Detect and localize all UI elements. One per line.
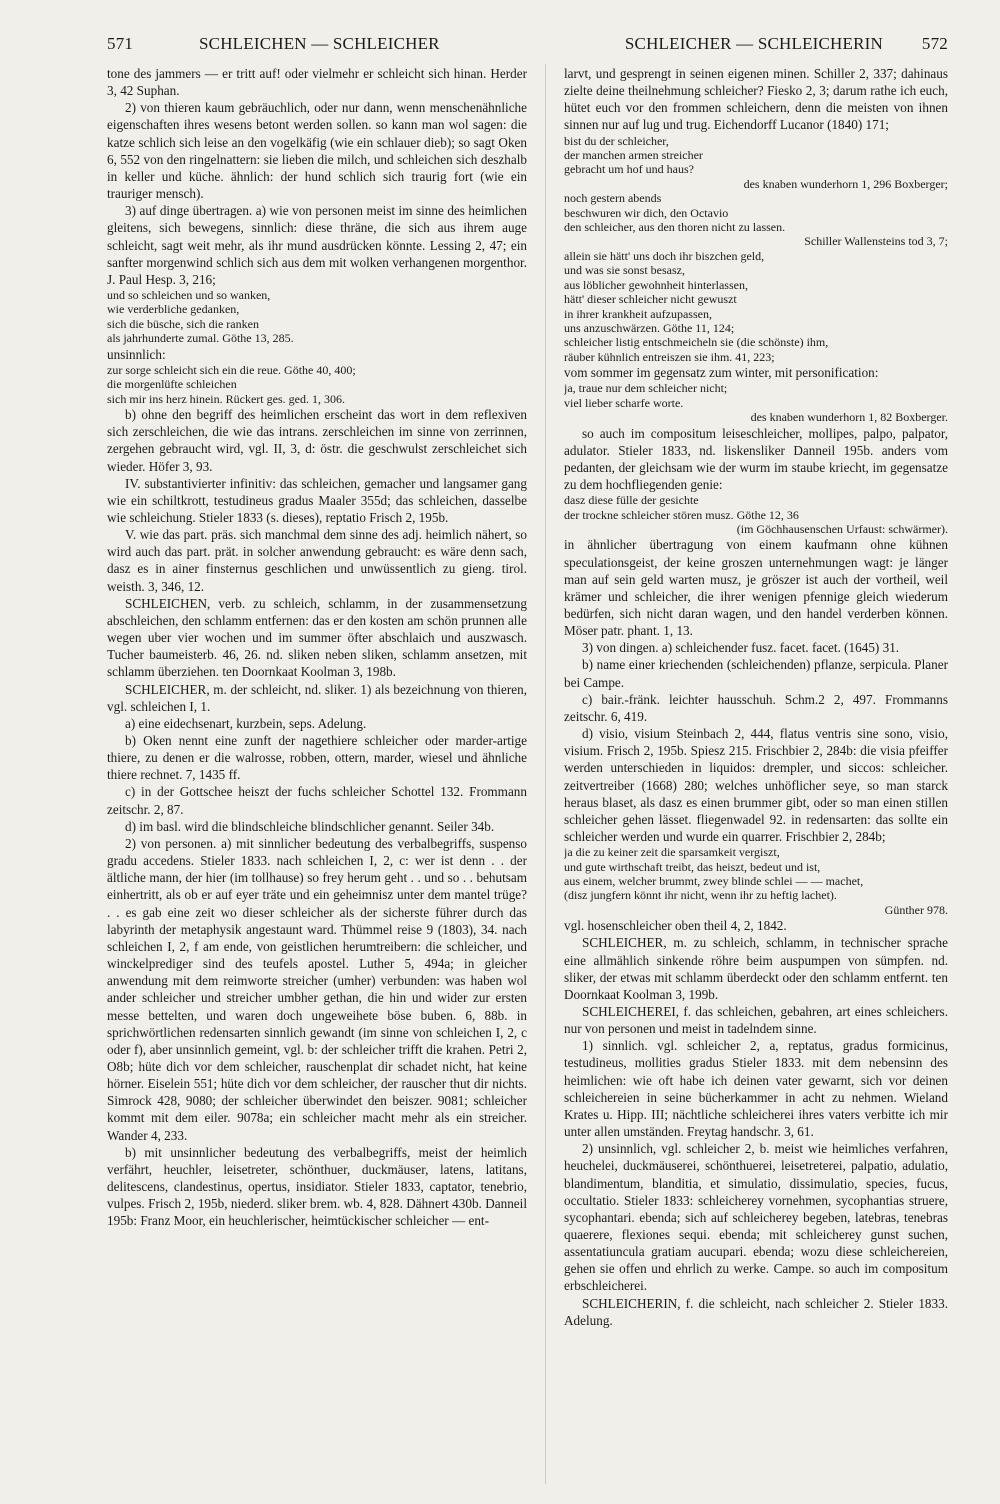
paragraph: c) in der Gottschee heiszt der fuchs schleicher Schottel 132. Frommann zeitschr. 2, 87.: [107, 784, 527, 817]
quote-source: Schiller Wallensteins tod 3, 7;: [804, 234, 948, 249]
quote-line: zur sorge schleicht sich ein die reue. Göthe 40, 400;: [107, 362, 356, 377]
quote-line: gebracht um hof und haus?: [564, 162, 694, 177]
paragraph: so auch im compositum leiseschleicher, mollipes, palpo, palpator, adulator. Stieler 1833, nd. liskensliker Danneil 195b. anders vom pedanten, der gleichsam wie der wurm im staube kriecht, im gegensatze zu dem hochfliegenden genie:: [564, 425, 948, 492]
quote-source: Günther 978.: [884, 902, 948, 917]
left-column: [107, 65, 527, 1485]
quote-line: als jahrhunderte zumal. Göthe 13, 285.: [107, 331, 294, 346]
quote-line: der manchen armen streicher: [564, 148, 703, 163]
paragraph: V. wie das part. präs. sich manchmal dem sinne des adj. heimlich nähert, so wird auch das part. prät. in solcher anwendung gebraucht: es wäre denn sach, dasz es in ainer finsternus geschlichen und unwüssentlich zu gieng. tirol. weisth. 3, 346, 12.: [107, 527, 527, 594]
page-number-right: 572: [921, 34, 948, 53]
entry-schleicher: SCHLEICHER, m. der schleicht, nd. sliker. 1) als bezeichnung von thieren, vgl. schleichen I, 1.: [107, 681, 527, 714]
paragraph: larvt, und gesprengt in seinen eigenen minen. Schiller 2, 337; dahinaus zielte deine theilnehmung schleicher? Fiesko 2, 3; darum rathe ich euch, hütet euch vor den frommen schleichern, denn die meisten von ihnen sinnen nur auf lug und trug. Eichendorff Lucanor (1840) 171;: [564, 66, 948, 133]
paragraph: c) bair.-fränk. leichter hausschuh. Schm.2 2, 497. Frommanns zeitschr. 6, 419.: [564, 691, 948, 724]
paragraph: b) ohne den begriff des heimlichen erscheint das wort in dem reflexiven sich zerschleichen, die wie das intrans. zerschleichen im sinne von zerrinnen, zergehen gebraucht wird, vgl. II, 3, d: östr. die geschwulst zerschleichet sich wieder. Höfer 3, 93.: [107, 407, 527, 474]
quote-line: die morgenlüfte schleichen: [107, 377, 237, 392]
quote-line: und gute wirthschaft treibt, das heiszt, bedeut und ist,: [564, 859, 821, 874]
quote-line: den schleicher, aus den thoren nicht zu lassen.: [564, 220, 786, 235]
quote-line: beschwuren wir dich, den Octavio: [564, 205, 729, 220]
quote-line: allein sie hätt' uns doch ihr biszchen geld,: [564, 248, 765, 263]
paragraph: 3) auf dinge übertragen. a) wie von personen meist im sinne des heimlichen gleitens, sich bewegens, sinnlich: diese thräne, die sich aus ihrem auge schleicht, sagt weit mehr, als ihr mund ausdrücken könnte. Lessing 2, 47; ein sanfter morgenwind schlich sich aus dem mit wolken verhangenen morgenthor. J. Paul Hesp. 3, 216;: [107, 203, 527, 287]
running-title-right: SCHLEICHER — SCHLEICHERIN: [624, 34, 883, 53]
quote-line: aus löblicher gewohnheit hinterlassen,: [564, 277, 748, 292]
quote-source: des knaben wunderhorn 1, 296 Boxberger;: [743, 176, 948, 191]
column-divider: [545, 64, 546, 1484]
right-column: [564, 65, 948, 1485]
paragraph: 1) sinnlich. vgl. schleicher 2, a, reptatus, gradus formicinus, testudineus, mollities gradus Stieler 1833. mit dem nebensinn des heimlichen: wie oft habe ich deinen vater gewarnt, sich vor deinen schleichereien in seine bücherkammer in acht zu nehmen. Wieland Krates u. Hipp. III; nächtliche schleicherei ihres vaters verbitte ich mir unter allen umständen. Freytag handschr. 3, 61.: [564, 1038, 948, 1140]
paragraph: tone des jammers — er tritt auf! oder vielmehr er schleicht sich hinan. Herder 3, 42 Suphan.: [107, 66, 527, 99]
running-title-left: SCHLEICHEN — SCHLEICHER: [199, 34, 440, 53]
quote-line: bist du der schleicher,: [564, 133, 669, 148]
paragraph: 3) von dingen. a) schleichender fusz. facet. facet. (1645) 31.: [582, 640, 900, 656]
quote-line: räuber kühnlich entreiszen sie ihm. 41, 223;: [564, 349, 775, 364]
quote-line: noch gestern abends: [564, 191, 662, 206]
quote-line: wie verderbliche gedanken,: [107, 302, 240, 317]
quote-line: uns anzuschwärzen. Göthe 11, 124;: [564, 320, 735, 335]
paragraph: b) Oken nennt eine zunft der nagethiere schleicher oder marder-artige thiere, zu denen er die walrosse, robben, ottern, marder, wiesel und ähnliche thiere rechnet. 7, 1435 ff.: [107, 733, 527, 783]
entry-schleicherei: SCHLEICHEREI, f. das schleichen, gebahren, art eines schleichers. nur von personen und meist in tadelndem sinne.: [564, 1003, 948, 1037]
paragraph: d) im basl. wird die blindschleiche blindschlicher genannt. Seiler 34b.: [125, 818, 495, 834]
quote-line: (disz jungfern könnt ihr nicht, wenn ihr zu heftig lachet).: [564, 888, 837, 903]
paragraph: vom sommer im gegensatz zum winter, mit personification:: [564, 365, 879, 381]
quote-line: aus einem, welcher brummt, zwey blinde schlei — — machet,: [564, 873, 864, 888]
quote-line: und so schleichen und so wanken,: [107, 288, 271, 303]
page-number-left: 571: [107, 34, 134, 53]
paragraph: IV. substantivierter infinitiv: das schleichen, gemacher und langsamer gang wie ein schiltkrott, testudineus gradus Maaler 355d; das schleichen, dasselbe wie schleichung. Stieler 1833 (s. dieses), reptatio Frisch 2, 195b.: [107, 475, 527, 525]
quote-source: (im Göchhausenschen Urfaust: schwärmer).: [736, 521, 948, 536]
quote-line: ja die zu keiner zeit die sparsamkeit vergiszt,: [564, 845, 780, 860]
paragraph: unsinnlich:: [107, 346, 166, 362]
paragraph: d) visio, visium Steinbach 2, 444, flatus ventris sine sono, visio, visium. Frisch 2, 195b. Spiesz 215. Frischbier 2, 284b: die visia pfeiffer werden unterschieden in liquidos: drempler, und siccos: schleicher. zeitvertreiber (1668) 280; welches unhöflicher seye, so man starck heraus blaset, als dasz es einen brummer gibt, oder so man einen stillen schleicher gehen lässet. fliegenwadel 92. in redensarten: das sollte ein schleicher werden und wurde ein quarrer. Frischbier 2, 284b;: [564, 726, 948, 844]
quote-line: hätt' dieser schleicher nicht gewuszt: [564, 292, 737, 307]
quote-line: in ihrer krankheit aufzupassen,: [564, 306, 712, 321]
entry-schleichen: SCHLEICHEN, verb. zu schleich, schlamm, in der zusammensetzung abschleichen, den schlamm entfernen: das er den kosten am schön prunnen alle wegen uber vier wochen und im summer öfter abschlaich und auszwasch. Tucher baumeisterb. 46, 26. nd. sliken neben sliken, schlamm ansetzen, mit schlamm überziehen. ten Doornkaat Koolman 3, 198b.: [107, 595, 527, 680]
quote-line: schleicher listig entschmeicheln sie (die schönste) ihm,: [564, 335, 829, 350]
paragraph: a) eine eidechsenart, kurzbein, seps. Adelung.: [125, 715, 367, 731]
paragraph: 2) von personen. a) mit sinnlicher bedeutung des verbalbegriffs, suspenso gradu accedens. Stieler 1833. nach schleichen I, 2, c: wer ist denn . . der ältliche mann, der hier (im tollhause) so frey herum geht . . und so . . behutsam einhertritt, als ob er auf eyer träte und ein geheimnisz unter dem mantel trüge? . . es gab eine zeit wo dieser schleicher als der sicherste führer durch das labyrinth der metaphysik angestaunt ward. Thümmel reise 9 (1803), 34. nach schleichen I, 2, f am ende, von geistlichen herumtreibern: die schleicher, und winckelprediger sind des teufels apostel. Luther 5, 494a; in gleicher anwendung mit dem reimworte streicher (umher) verbunden: was haben wol ander schleicher und streicher umbher gethan, die hin und wider zur ersten messe bettelten, und waren doch ungeweihete böse buben. 6, 88b. in sprichwörtlichen redensarten sinnlich gewandt (im sinne von schleichen I, 2, c oder f), aber unsinnlich gemeint, vgl. b: der schleicher trifft die krahen. Petri 2, O8b; hüte dich vor dem schleicher, rauschenplat dir schadet nicht, hat keine hörner. Eiselein 551; hüte dich vor dem schleicher, der rauscher thut dir nichts. Simrock 428, 9080; der schleicher überwindet den beiszer. 9081; schleicher kommt mit dem eiler. 9078a; ein schleicher macht mehr als ein streicher. Wander 4, 233.: [107, 835, 527, 1143]
quote-line: und was sie sonst besasz,: [564, 263, 685, 278]
paragraph: 2) unsinnlich, vgl. schleicher 2, b. meist wie heimliches verfahren, heuchelei, duckmäuserei, schönthuerei, leisetreterei, palpatio, adulatio, blandimentum, blanditia, et simulatio, dissimulatio, species, fucus, occultatio. Stieler 1833: schleicherey vornehmen, sycophantias struere, sycophantari. ebenda; sich auf schleicherey begeben, latebras, tenebras quaerere, flexiones sequi. ebenda; mit schleicherey gunst suchen, assentatiuncula gratiam aucupari. ebenda; wozu diese schleichereien, gehen sie offen und ehrlich zu werke. Campe. so auch im compositum erbschleicherei.: [564, 1141, 948, 1294]
entry-schleicher-2: SCHLEICHER, m. zu schleich, schlamm, in technischer sprache eine allmählich sinkende röhre beim auspumpen von sümpfen. nd. sliker, der etwas mit schlamm überdeckt oder den schlamm entfernt. ten Doornkaat Koolman 3, 199b.: [564, 935, 948, 1002]
paragraph: 2) von thieren kaum gebräuchlich, oder nur dann, wenn menschenähnliche eigenschaften ihres wesens betont werden sollen. so kann man wol sagen: die katze schlich sich leise an den vogelkäfig (wie ein schlauer dieb); so sagt Oken 6, 552 von den ringelnattern: sie lieben die milch, und schleichen sich deszhalb in keller und küche. ähnlich: der hund schlich sich traurig fort (wie ein trauriger mensch).: [107, 100, 527, 202]
paragraph: b) name einer kriechenden (schleichenden) pflanze, serpicula. Planer bei Campe.: [564, 657, 948, 690]
paragraph: b) mit unsinnlicher bedeutung des verbalbegriffs, meist der heimlich verfährt, heuchler, leisetreter, schönthuer, duckmäuser, latens, latitans, delitescens, clandestinus, opertus, insidiator. Stieler 1833, captator, tenebrio, vulpes. Frisch 2, 195b, niederd. sliker brem. wb. 4, 828. Dähnert 430b. Danneil 195b: Franz Moor, ein heuchlerischer, heimtückischer schleicher — ent-: [107, 1144, 527, 1229]
quote-line: sich die büsche, sich die ranken: [107, 316, 259, 331]
quote-line: dasz diese fülle der gesichte: [564, 493, 699, 508]
quote-line: der trockne schleicher stören musz. Göthe 12, 36: [564, 507, 799, 522]
quote-source: des knaben wunderhorn 1, 82 Boxberger.: [750, 410, 948, 425]
paragraph: in ähnlicher übertragung von einem kaufmann ohne kühnen speculationsgeist, der keine groszen unternehmungen wagt: je länger man auf sein geld warten musz, je gröszer ist auch der vortheil, weil krämer und schleicher, die ihrer wenigen pfennige gleich wiederum bedürfen, sich nicht daran wagen, und den handel verderben können. Möser patr. phant. 1, 13.: [564, 537, 948, 639]
quote-line: ja, traue nur dem schleicher nicht;: [564, 381, 728, 396]
entry-schleicherin: SCHLEICHERIN, f. die schleicht, nach schleicher 2. Stieler 1833. Adelung.: [564, 1295, 948, 1328]
quote-line: viel lieber scharfe worte.: [564, 395, 684, 410]
quote-line: sich mir ins herz hinein. Rückert ges. ged. 1, 306.: [107, 391, 345, 406]
page-header: [107, 34, 948, 60]
paragraph: vgl. hosenschleicher oben theil 4, 2, 1842.: [564, 918, 787, 934]
